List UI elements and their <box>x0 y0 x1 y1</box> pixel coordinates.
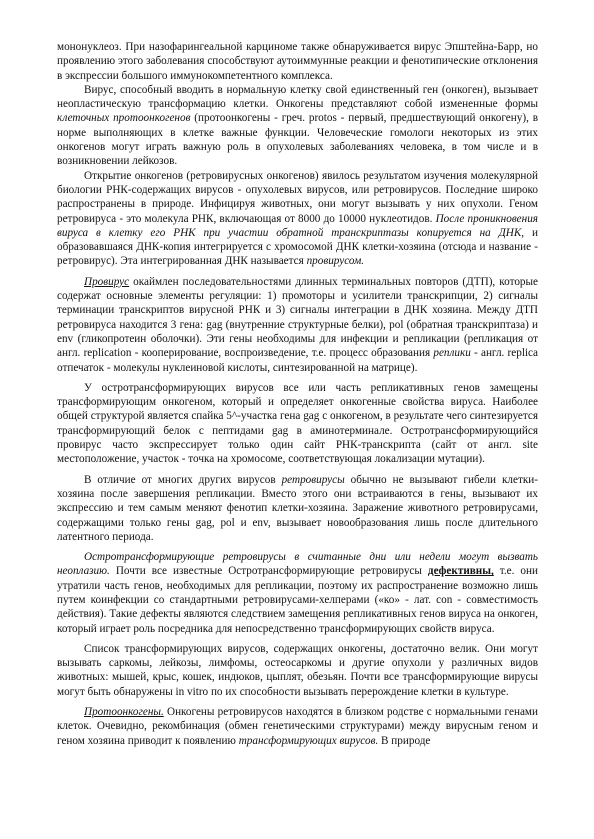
italic-term: провирусом. <box>306 255 365 268</box>
italic-text: Остротрансформирующие ретровирусы в считанные дни или недели могут вызвать неоплазию. <box>57 551 538 578</box>
paragraph-7 <box>57 550 538 636</box>
text: - англ. replica отпечаток - молекулы нуклеиновой кислоты, синтезированной на матрице). <box>57 347 538 374</box>
paragraph-6 <box>57 473 538 544</box>
bold-underlined-term: дефективны, <box>427 565 494 578</box>
text: Вирус, способный вводить в нормальную клетку свой единственный ген (онкоген), вызывает неопластическую трансформацию клетки. Онкогены представляют собой измененные формы <box>57 83 538 111</box>
paragraph-9 <box>57 705 538 748</box>
underlined-heading: Протоонкогены. <box>84 706 164 719</box>
underlined-term: Провирус <box>84 275 130 288</box>
italic-term: клеточных протоонкогенов <box>57 112 191 125</box>
text: т.е. они утратили часть генов, необходимых для репликации, поэтому их распространение возможно лишь путем коинфекции со стандартными ретровирусами-хелперами («ко» - лат. con - совместимость действия). Такие дефекты являются следствием замещения репликативных генов вируса на онкоген, который играет роль посредника для непосредственно трансформирующих свойств вируса. <box>57 565 538 635</box>
paragraph-1: мононуклеоз. При назофарингеальной карциноме также обнаруживается вирус Эпштейна-Барр, но проявлению этого заболевания способствуют аутоиммунные реакции и фенотипические отклонения в экспрессии большого иммунокомпетентного комплекса. <box>57 41 538 82</box>
text: окаймлен последовательностями длинных терминальных повторов (ДТП), которые содержат основные элементы регуляции: 1) промоторы и усилители транскрипции, 2) сигналы терминации транскриптов вирусной РНК и 3) сигналы интеграции в ДНК хозяина. Между ДТП ретровируса находится 3 гена: gag (внутренние структурные белки), pol (обратная транскриптаза) и env (гликопротеин оболочки). Эти гены необходимы для инфекции и репликации (репликация от англ. replication - кооперирование, воспроизведение, т.е. процесс образования <box>57 275 538 360</box>
italic-term: реплики <box>433 347 471 360</box>
paragraph-3 <box>57 169 538 269</box>
italic-text: После проникновения вируса в клетку его РНК при участии обратной транскриптазы копируется на ДНК, <box>57 212 538 239</box>
text: Онкогены ретровирусов находятся в близком родстве с нормальными генами клеток. Очевидно, рекомбинация (обмен генетическими структурами) между вирусным геном и геном хозяина приводит к появлению <box>57 706 538 747</box>
italic-term: трансформирующих вирусов. <box>238 734 379 747</box>
paragraph-2 <box>57 83 538 169</box>
paragraph-5: У остротрансформирующих вирусов все или часть репликативных генов замещены трансформирующим онкогеном, который и определяет онкогенные свойства вируса. Наиболее общей структурой является спайка 5^-участка гена gag с онкогеном, в результате чего синтезируется трансформирующий белок с пептидами gag в аминотерминале. Остротрансформирующийся провирус часто экспрессирует только один сайт РНК-транскрипта (сайт от англ. site местоположение, участок - точка на хромосоме, соответствующая локализации мутации). <box>57 381 538 466</box>
text: В природе <box>378 734 431 747</box>
text: Почти все известные Остротрансформирующие ретровирусы <box>109 565 428 578</box>
text: обычно не вызывают гибели клетки-хозяина после завершения репликации. Вместо этого они встраиваются в гены, вызывают их экспрессию и тем самым меняют фенотип клетки-хозяина. Заражение животного ретровирусами, содержащими только гены gag, pol и env, вызывает новообразования лишь после длительного латентного периода. <box>57 473 538 543</box>
text: (протоонкогены - греч. protos - первый, предшествующий онкогену), в норме выполняющих в клетке важные функции. Человеческие гомологи некоторых из этих онкогенов могут играть важную роль в опухолевых заболеваниях человека, в том числе и в возникновении лейкозов. <box>57 112 538 168</box>
italic-term: ретровирусы <box>281 473 345 486</box>
paragraph-4 <box>57 275 538 375</box>
paragraph-8: Список трансформирующих вирусов, содержащих онкогены, достаточно велик. Они могут вызывать саркомы, лейкозы, лимфомы, остеосаркомы и другие опухоли у различных видов животных: мышей, крыс, кошек, индюков, цыплят, обезьян. Почти все трансформирующие вирусы могут быть обнаружены in vitro по их способности вызывать перерождение клетки в культуре. <box>57 642 538 698</box>
text: Открытие онкогенов (ретровирусных онкогенов) явилось результатом изучения молекулярной биологии РНК-содержащих вирусов - опухолевых вирусов, или ретровирусов. Последние широко распространены в природе. Инфицируя животных, они могут вызывать у них опухоли. Геном ретровируса - это молекула РНК, включающая от 8000 до 10000 нуклеотидов. <box>57 169 538 225</box>
text: и образовавшаяся ДНК-копия интегрируется с хромосомой ДНК клетки-хозяина (отсюда и название - ретровирус). Эта интегрированная ДНК называется <box>57 226 538 268</box>
text: В отличие от многих других вирусов <box>84 473 282 486</box>
